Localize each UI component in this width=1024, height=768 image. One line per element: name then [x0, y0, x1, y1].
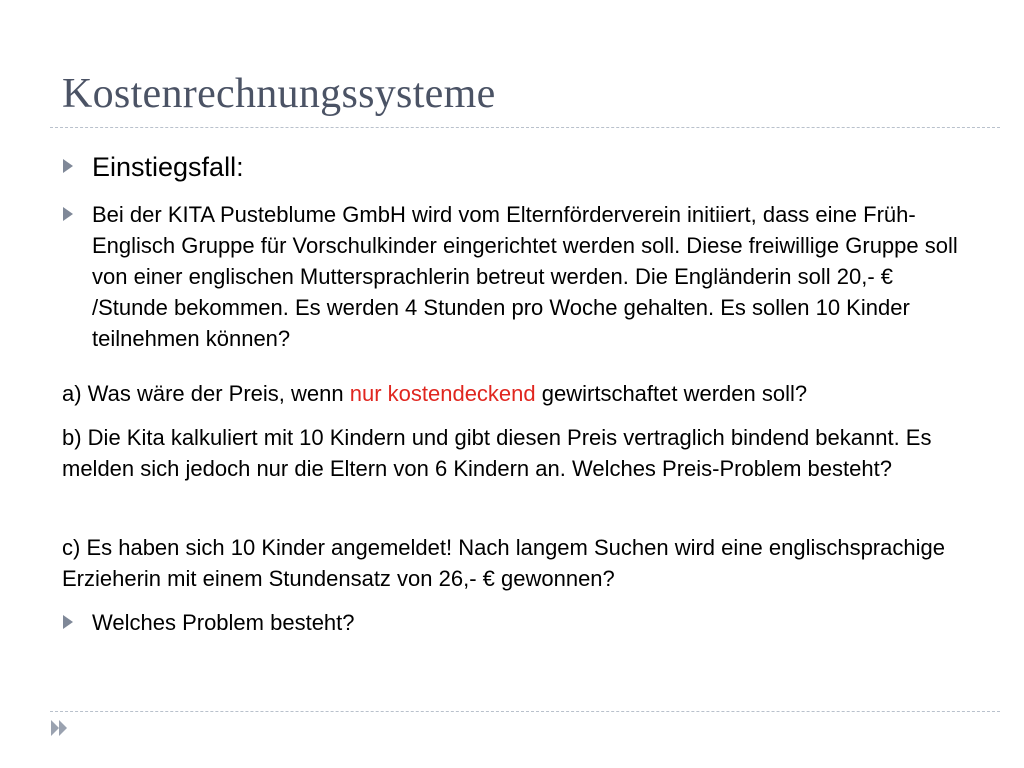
- title-divider: [50, 127, 1000, 128]
- final-question-item: [62, 607, 982, 638]
- question-a-after: gewirtschaftet werden soll?: [535, 381, 808, 406]
- question-b-text: b) Die Kita kalkuliert mit 10 Kindern und gibt diesen Preis vertraglich bindend bekannt. Es melden sich jedoch nur die Eltern von 6 Kindern an. Welches Preis-Problem besteht?: [62, 425, 932, 481]
- section-heading: Einstiegsfall:: [92, 152, 244, 182]
- question-c-text: c) Es haben sich 10 Kinder angemeldet! Nach langem Suchen wird eine englischsprachige Erzieherin mit einem Stundensatz von 26,- € gewonnen?: [62, 535, 945, 591]
- final-question: Welches Problem besteht?: [92, 610, 355, 635]
- triangle-bullet-icon: [62, 614, 76, 632]
- heading-item: [62, 151, 982, 183]
- triangle-bullet-icon: [62, 206, 76, 224]
- slide-title: Kostenrechnungssysteme: [62, 71, 496, 117]
- question-c: [62, 532, 982, 594]
- question-a-highlight: nur kostendeckend: [349, 381, 536, 406]
- case-item: [62, 199, 982, 354]
- case-description: Bei der KITA Pusteblume GmbH wird vom Elternförderverein initiiert, dass eine Früh-Englisch Gruppe für Vorschulkinder eingerichtet werden soll. Diese freiwillige Gruppe soll von einer englischen Muttersprachlerin betreut werden. Die Engländerin soll 20,- € /Stunde bekommen. Es werden 4 Stunden pro Woche gehalten. Es sollen 10 Kinder teilnehmen können?: [92, 202, 958, 351]
- question-a: [62, 378, 982, 409]
- slide-nav-icon: [48, 716, 72, 740]
- footer-divider: [50, 711, 1000, 712]
- question-a-before: a) Was wäre der Preis, wenn: [62, 381, 350, 406]
- question-b: [62, 422, 982, 484]
- triangle-bullet-icon: [62, 158, 76, 176]
